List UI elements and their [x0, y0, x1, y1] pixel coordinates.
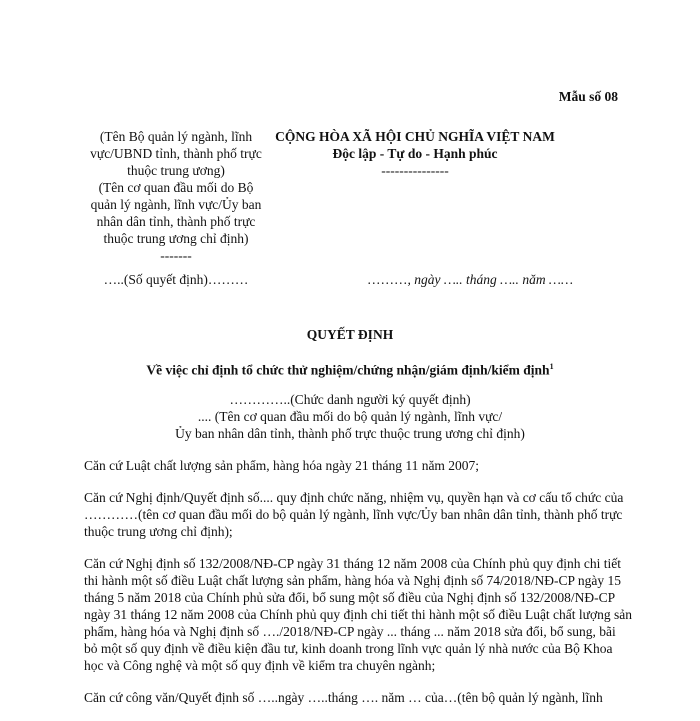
authority-line: .... (Tên cơ quan đầu mối do bộ quản lý ngành, lĩnh vực/: [197, 409, 503, 424]
agency-line: thuộc trung ương): [127, 163, 225, 178]
national-motto: Độc lập - Tự do - Hạnh phúc: [332, 146, 498, 161]
authority-line: …………..(Chức danh người ký quyết định): [229, 392, 471, 407]
national-header: [270, 128, 560, 179]
issuing-agency-header: [62, 128, 290, 264]
legal-basis-paragraph: Căn cứ Luật chất lượng sản phẩm, hàng hóa ngày 21 tháng 11 năm 2007;: [84, 458, 480, 473]
authority-line: Ủy ban nhân dân tỉnh, thành phố trực thuộc trung ương chỉ định): [175, 426, 525, 441]
legal-basis-paragraph: Căn cứ Nghị định số 132/2008/NĐ-CP ngày 31 tháng 12 năm 2008 của Chính phủ quy định chi tiết thi hành một số điều Luật chất lượng sản phẩm, hàng hóa và Nghị định số 74/2018/NĐ-CP ngày 15 tháng 5 năm 2018 của Chính phủ sửa đổi, bổ sung một số điều của Nghị định số 132/2008/NĐ-CP ngày 31 tháng 12 năm 2008 của Chính phủ quy định chi tiết thi hành một số điều Luật chất lượng sản phẩm, hàng hóa và Nghị định số …./2018/NĐ-CP ngày ... tháng ... năm 2018 sửa đổi, bổ sung, bãi bỏ một số quy định về điều kiện đầu tư, kinh doanh trong lĩnh vực quản lý nhà nước của Bộ Khoa học và Công nghệ và một số quy định về kiểm tra chuyên ngành;: [84, 556, 632, 673]
country-name: CỘNG HÒA XÃ HỘI CHỦ NGHĨA VIỆT NAM: [275, 129, 555, 144]
agency-line: (Tên cơ quan đầu mối do Bộ: [98, 180, 254, 195]
legal-basis-paragraph: Căn cứ công văn/Quyết định số …..ngày …..tháng …. năm … của…(tên bộ quản lý ngành, lĩnh: [84, 690, 603, 705]
agency-line: nhân dân tỉnh, thành phố trực: [96, 214, 256, 229]
agency-line: (Tên Bộ quản lý ngành, lĩnh: [99, 129, 253, 144]
subtitle-text: Về việc chỉ định tổ chức thử nghiệm/chứng nhận/giám định/kiểm định: [146, 362, 550, 378]
document-subtitle: [0, 362, 700, 379]
agency-line: quản lý ngành, lĩnh vực/Ủy ban: [90, 197, 262, 212]
date-year: năm ……: [522, 272, 573, 287]
date-place: ………: [367, 272, 408, 287]
agency-line: vực/UBND tỉnh, thành phố trực: [90, 146, 262, 161]
form-number: Mẫu số 08: [558, 89, 618, 104]
signing-authority: [0, 391, 700, 442]
motto-separator: ---------------: [381, 163, 449, 178]
agency-line: thuộc trung ương chỉ định): [103, 231, 249, 246]
document-body: [84, 457, 632, 721]
legal-basis-paragraph: Căn cứ Nghị định/Quyết định số.... quy định chức năng, nhiệm vụ, quyền hạn và cơ cấu tổ chức của …………(tên cơ quan đầu mối do bộ quản lý ngành, lĩnh vực/Ủy ban nhân dân tỉnh, thành phố trực thuộc trung ương chỉ định);: [84, 490, 624, 539]
footnote-marker: 1: [549, 362, 554, 371]
decision-number: …..(Số quyết định)………: [103, 272, 249, 287]
date-day: , ngày …..: [407, 272, 467, 287]
document-title: QUYẾT ĐỊNH: [306, 327, 394, 342]
date-line: [340, 272, 600, 288]
agency-separator: -------: [160, 248, 192, 263]
date-month: tháng …..: [466, 272, 523, 287]
